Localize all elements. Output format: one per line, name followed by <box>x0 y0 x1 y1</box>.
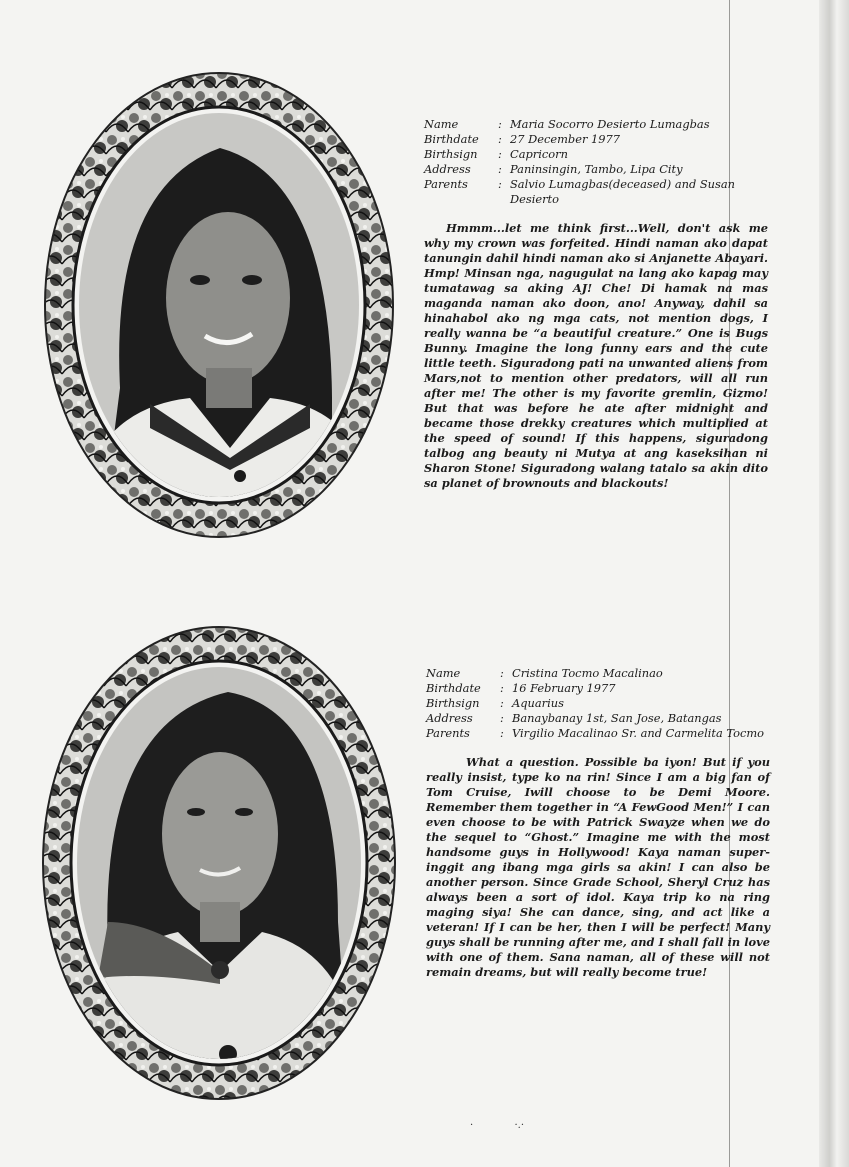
field-label: Address <box>424 162 471 176</box>
field-value: Salvio Lumagbas(deceased) and Susan Desierto <box>510 177 735 206</box>
field-label: Birthsign <box>424 147 478 161</box>
portrait-frame-2 <box>38 622 400 1105</box>
field-label: Address <box>426 711 473 725</box>
info-row-name <box>424 117 768 132</box>
field-label: Birthdate <box>424 132 479 146</box>
field-colon: : <box>500 666 504 680</box>
info-row-birthsign <box>426 696 770 711</box>
profile-bio: What a question. Possible ba iyon! But if you really insist, type ko na rin! Since I am a big fan of Tom Cruise, Iwill choose to be Demi Moore. Remember them together in “A FewGood Men!” I can even choose to be with Patrick Swayze when we do the sequel to “Ghost.” Imagine me with the most handsome guys in Hollywood! Kaya naman super-inggit ang ibang mga girls sa akin! I can also be another person. Since Grade School, Sheryl Cruz has always been a sort of idol. Kaya trip ko na ring maging siya! She can dance, sing, and act like a veteran! If I can be her, then I will be perfect! Many guys shall be running after me, and I shall fall in love with one of them. Sana naman, all of these will not remain dreams, but will really become true! <box>426 755 770 979</box>
field-colon: : <box>498 117 502 131</box>
field-value: Aquarius <box>512 696 564 710</box>
scan-page-edge <box>819 0 849 1167</box>
field-value: Capricorn <box>510 147 568 161</box>
info-row-birthsign <box>424 147 768 162</box>
field-value: Maria Socorro Desierto Lumagbas <box>510 117 710 131</box>
profile-2 <box>426 666 770 991</box>
field-value: Paninsingin, Tambo, Lipa City <box>510 162 683 176</box>
field-value: Virgilio Macalinao Sr. and Carmelita Tocmo <box>512 726 764 740</box>
field-colon: : <box>500 696 504 710</box>
profile-info-table <box>424 117 768 207</box>
field-colon: : <box>498 162 502 176</box>
field-colon: : <box>500 681 504 695</box>
profile-info-table <box>426 666 770 741</box>
field-value: 16 February 1977 <box>512 681 616 695</box>
info-row-birthdate <box>426 681 770 696</box>
info-row-address <box>426 711 770 726</box>
info-row-birthdate <box>424 132 768 147</box>
field-label: Name <box>426 666 461 680</box>
profile-1 <box>424 117 768 502</box>
field-value: Cristina Tocmo Macalinao <box>512 666 663 680</box>
field-value: Banaybanay 1st, San Jose, Batangas <box>512 711 722 725</box>
field-label: Birthsign <box>426 696 480 710</box>
field-label: Name <box>424 117 459 131</box>
ornate-frame-photo-1 <box>40 68 398 543</box>
scan-specks: · ·.· <box>470 1120 525 1131</box>
info-row-name <box>426 666 770 681</box>
profile-bio: Hmmm...let me think first...Well, don't ask me why my crown was forfeited. Hindi naman ako dapat tanungin dahil hindi naman ako si Anjanette Abayari. Hmp! Minsan nga, nagugulat na lang ako kapag may tumatawag sa aking AJ! Che! Di hamak na mas maganda naman ako doon, ano! Anyway, dahil sa hinahabol ako ng mga cats, not mention dogs, I really wanna be “a beautiful creature.” One is Bugs Bunny. Imagine the long funny ears and the cute little teeth. Siguradong pati na unwanted aliens from Mars,not to mention other predators, will all run after me! The other is my favorite gremlin, Gizmo! But that was before he ate after midnight and became those drekky creatures which multiplied at the speed of sound! If this happens, siguradong talbog ang beauty ni Mutya at ang kaseksihan ni Sharon Stone! Siguradong walang tatalo sa akin dito sa planet of brownouts and blackouts! <box>424 221 768 490</box>
field-colon: : <box>498 147 502 161</box>
field-label: Parents <box>424 177 468 191</box>
portrait-frame-1 <box>40 68 398 543</box>
info-row-parents <box>424 177 768 207</box>
info-row-parents <box>426 726 770 741</box>
field-label: Birthdate <box>426 681 481 695</box>
field-colon: : <box>498 132 502 146</box>
field-colon: : <box>500 726 504 740</box>
field-value: 27 December 1977 <box>510 132 620 146</box>
field-label: Parents <box>426 726 470 740</box>
field-colon: : <box>498 177 502 191</box>
ornate-frame-photo-2 <box>38 622 400 1105</box>
info-row-address <box>424 162 768 177</box>
field-colon: : <box>500 711 504 725</box>
